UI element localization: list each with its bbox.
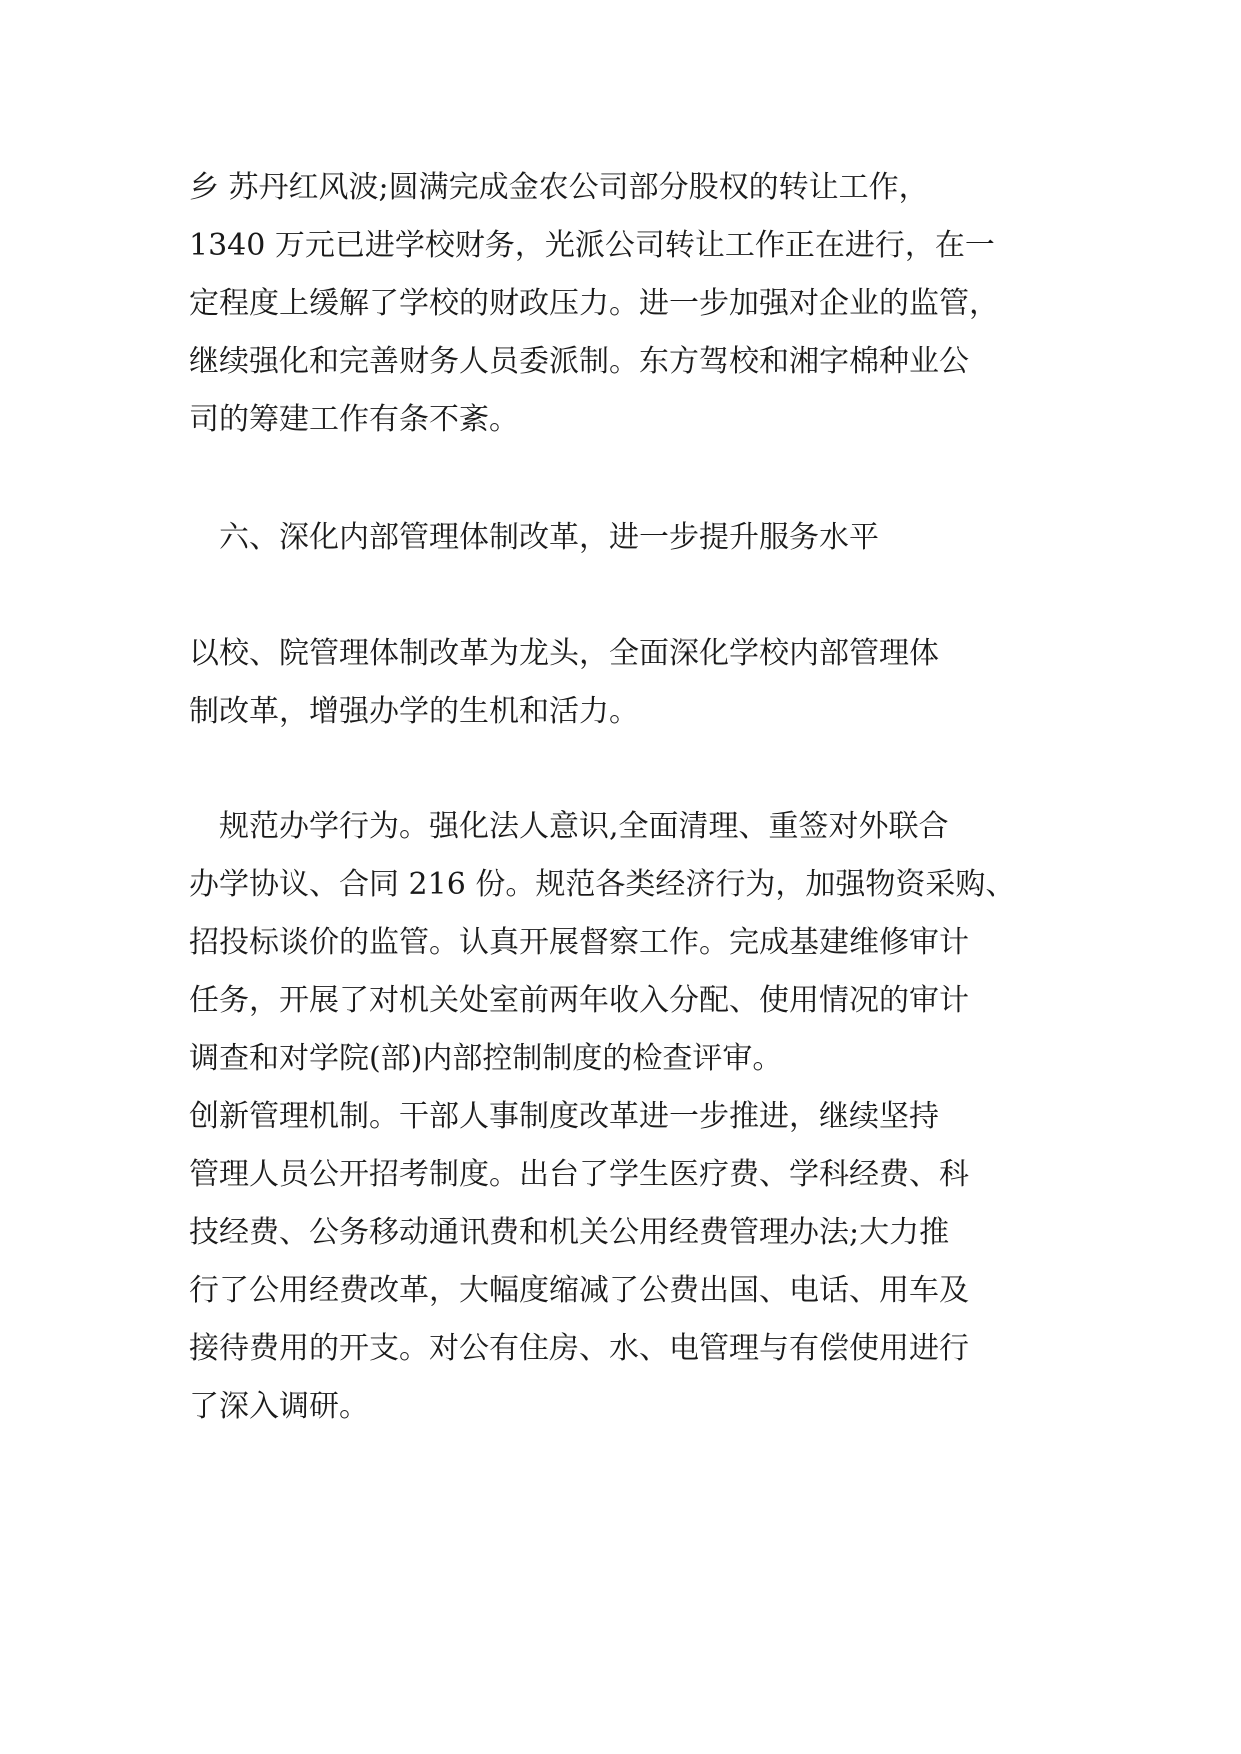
text-line: 管理人员公开招考制度。出台了学生医疗费、学科经费、科 xyxy=(189,1157,969,1192)
section-heading xyxy=(189,509,1059,567)
text-line: 接待费用的开支。对公有住房、水、电管理与有偿使用进行 xyxy=(189,1331,969,1366)
heading-text: 六、深化内部管理体制改革，进一步提升服务水平 xyxy=(189,520,879,555)
text-line: 创新管理机制。干部人事制度改革进一步推进，继续坚持 xyxy=(189,1099,939,1134)
text-line: 行了公用经费改革，大幅度缩减了公费出国、电话、用车及 xyxy=(189,1273,969,1308)
paragraph-enterprise-management xyxy=(189,159,1059,449)
text-line: 招投标谈价的监管。认真开展督察工作。完成基建维修审计 xyxy=(189,925,969,960)
text-line: 继续强化和完善财务人员委派制。东方驾校和湘字棉种业公 xyxy=(189,344,969,379)
text-line: 司的筹建工作有条不紊。 xyxy=(189,402,519,437)
text-line: 了深入调研。 xyxy=(189,1389,369,1424)
paragraph-standardize-conduct xyxy=(189,798,1059,1088)
text-line: 任务，开展了对机关处室前两年收入分配、使用情况的审计 xyxy=(189,983,969,1018)
text-line: 乡 苏丹红风波;圆满完成金农公司部分股权的转让工作， xyxy=(189,170,929,205)
text-line: 1340 万元已进学校财务，光派公司转让工作正在进行，在一 xyxy=(189,228,995,263)
text-line: 调查和对学院(部)内部控制制度的检查评审。 xyxy=(189,1041,783,1076)
paragraph-innovate-mechanism xyxy=(189,1088,1059,1436)
text-line: 制改革，增强办学的生机和活力。 xyxy=(189,694,639,729)
paragraph-reform-intro xyxy=(189,625,1059,741)
text-line: 规范办学行为。强化法人意识,全面清理、重签对外联合 xyxy=(189,809,949,844)
text-line: 以校、院管理体制改革为龙头，全面深化学校内部管理体 xyxy=(189,636,939,671)
text-line: 定程度上缓解了学校的财政压力。进一步加强对企业的监管， xyxy=(189,286,999,321)
text-line: 技经费、公务移动通讯费和机关公用经费管理办法;大力推 xyxy=(189,1215,950,1250)
text-line: 办学协议、合同 216 份。规范各类经济行为，加强物资采购、 xyxy=(189,867,1016,902)
